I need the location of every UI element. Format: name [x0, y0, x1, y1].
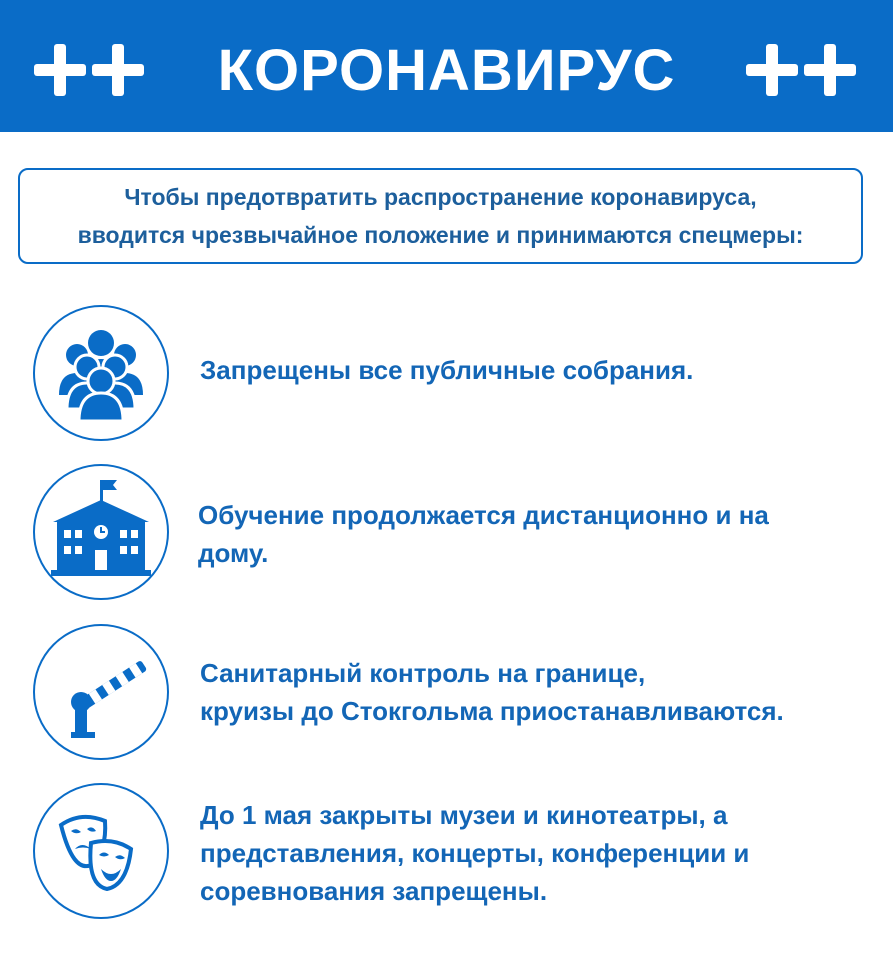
measure-line: Запрещены все публичные собрания. — [200, 355, 694, 385]
measure-text — [200, 351, 860, 389]
measure-line: До 1 мая закрыты музеи и кинотеатры, а — [200, 800, 728, 830]
page-title: КОРОНАВИРУС — [217, 38, 676, 103]
theater-masks-icon — [33, 783, 169, 919]
header-banner — [0, 0, 893, 132]
intro-box — [18, 168, 863, 264]
people-group-icon — [33, 305, 169, 441]
measure-item — [0, 305, 893, 445]
measure-line: круизы до Стокгольма приостанавливаются. — [200, 696, 784, 726]
measure-line: Санитарный контроль на границе, — [200, 658, 646, 688]
measure-line: дому. — [198, 538, 269, 568]
measure-text — [198, 496, 858, 572]
intro-line: Чтобы предотвратить распространение коронавируса, — [124, 184, 757, 210]
border-barrier-icon — [33, 624, 169, 760]
measure-text — [200, 654, 860, 730]
measure-line: представления, концерты, конференции и — [200, 838, 750, 868]
intro-line: вводится чрезвычайное положение и принимаются спецмеры: — [77, 222, 804, 248]
measure-item — [0, 783, 893, 923]
measure-line: Обучение продолжается дистанционно и на — [198, 500, 769, 530]
measure-item — [0, 624, 893, 764]
measure-text — [200, 796, 860, 910]
school-building-icon — [33, 464, 169, 600]
plus-plus-icon — [746, 44, 858, 96]
measure-item — [0, 464, 893, 604]
measure-line: соревнования запрещены. — [200, 876, 548, 906]
